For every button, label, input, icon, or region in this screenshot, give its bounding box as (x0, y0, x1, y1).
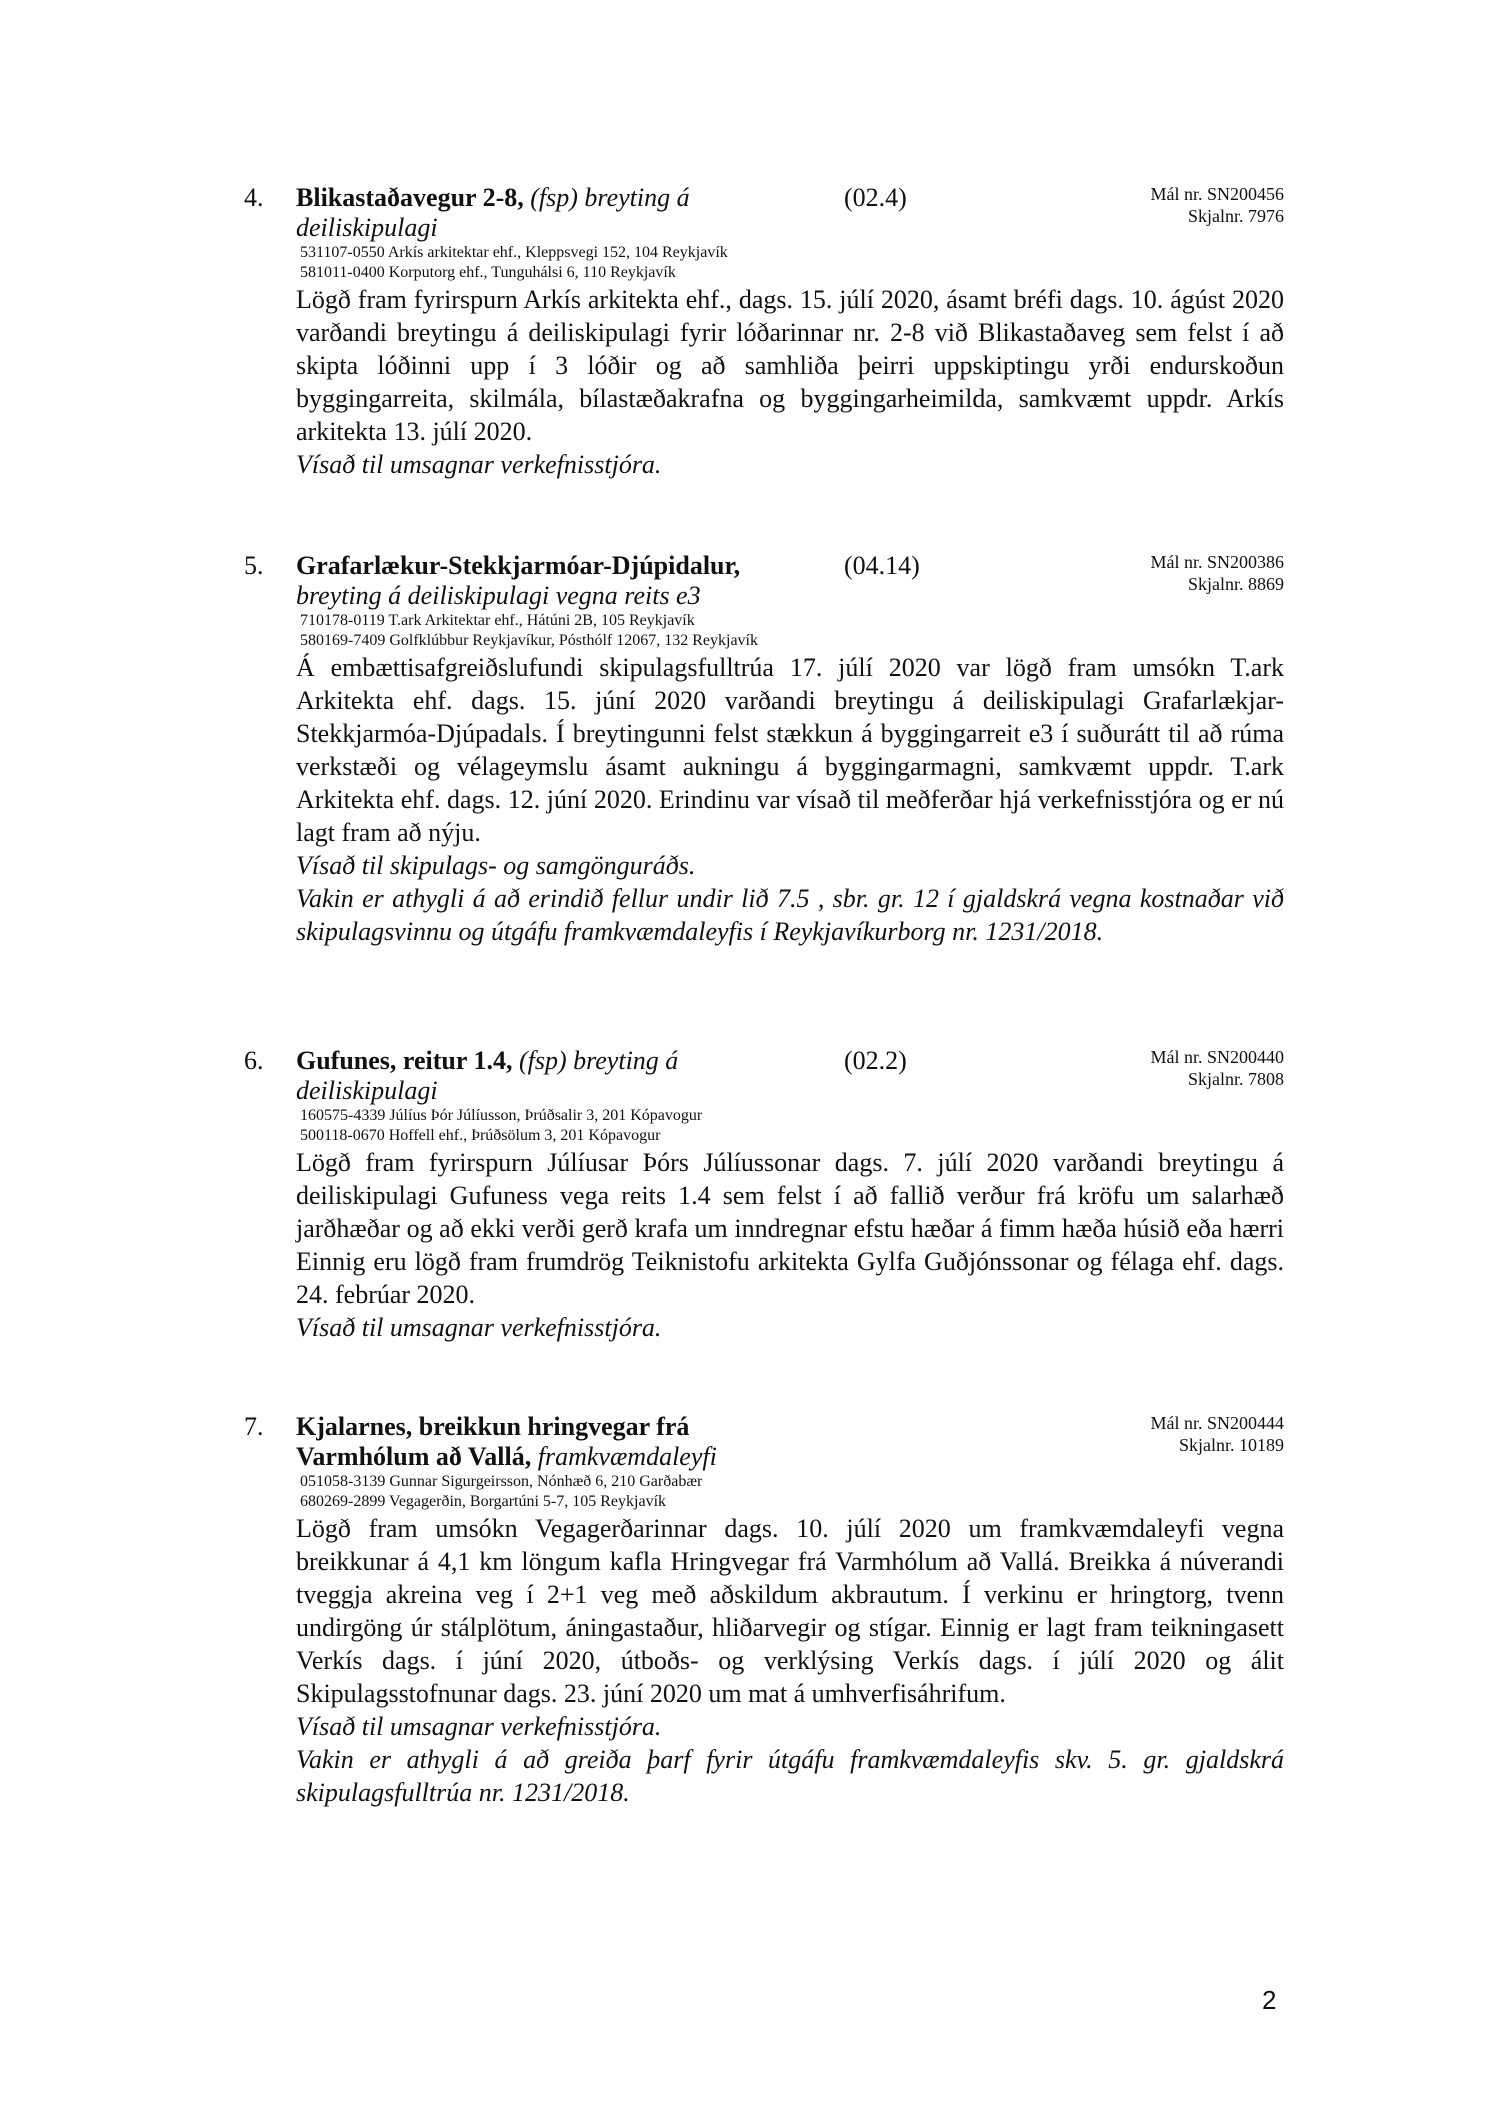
mal-number: Mál nr. SN200386 (1150, 552, 1284, 572)
item-title-italic: (fsp) breyting á deiliskipulagi (296, 183, 690, 242)
skjal-number: Skjalnr. 8869 (1187, 574, 1284, 594)
case-reference (1150, 183, 1284, 227)
case-reference (1150, 551, 1284, 595)
applicant-line: 531107-0550 Arkís arkitektar ehf., Kleppsvegi 152, 104 Reykjavík (300, 244, 728, 261)
page-number: 2 (1262, 1985, 1277, 2015)
item-number: 7. (244, 1412, 264, 1441)
item-note: Vísað til umsagnar verkefnisstjóra. (296, 450, 662, 479)
skjal-number: Skjalnr. 10189 (1178, 1435, 1284, 1455)
agenda-item (244, 1412, 1284, 1809)
applicant-line: 051058-3139 Gunnar Sigurgeirsson, Nónhæð 6, 210 Garðabær (300, 1473, 703, 1490)
agenda-item (244, 183, 1284, 481)
item-number: 5. (244, 551, 264, 580)
item-title-bold: Grafarlækur-Stekkjarmóar-Djúpidalur, (296, 551, 741, 580)
item-note: Vísað til umsagnar verkefnisstjóra. (296, 1712, 662, 1741)
item-code: (02.2) (844, 1046, 907, 1075)
item-title (296, 183, 836, 243)
applicant-line: 581011-0400 Korputorg ehf., Tunguhálsi 6, 110 Reykjavík (300, 264, 676, 281)
item-note: Vísað til umsagnar verkefnisstjóra. (296, 1313, 662, 1342)
agenda-item (244, 1046, 1284, 1344)
case-reference (1150, 1046, 1284, 1090)
skjal-number: Skjalnr. 7808 (1187, 1069, 1284, 1089)
item-title-italic: breyting á deiliskipulagi vegna reits e3 (296, 581, 701, 610)
item-title-italic: framkvæmdaleyfi (537, 1442, 717, 1471)
item-number: 4. (244, 183, 264, 212)
item-description: Lögð fram fyrirspurn Arkís arkitekta ehf., dags. 15. júlí 2020, ásamt bréfi dags. 10. ágúst 2020 varðandi breytingu á deiliskipulagi fyrir lóðarinnar nr. 2-8 við Blikastaðaveg sem felst í að skipta lóðinni upp í 3 lóðir og að samhliða þeirri uppskiptingu yrði endurskoðun byggingarreita, skilmála, bílastæðakrafna og byggingarheimilda, samkvæmt uppdr. Arkís arkitekta 13. júlí 2020. (296, 285, 1284, 446)
applicant-line: 580169-7409 Golfklúbbur Reykjavíkur, Pósthólf 12067, 132 Reykjavík (300, 632, 758, 649)
applicant-line: 710178-0119 T.ark Arkitektar ehf., Hátúni 2B, 105 Reykjavík (300, 612, 695, 629)
item-title-bold: Blikastaðavegur 2-8, (296, 183, 524, 212)
item-title (296, 551, 836, 611)
item-note: Vísað til skipulags- og samgönguráðs. (296, 851, 696, 880)
mal-number: Mál nr. SN200444 (1150, 1413, 1284, 1433)
item-note: Vakin er athygli á að greiða þarf fyrir útgáfu framkvæmdaleyfis skv. 5. gr. gjaldskrá skipulagsfulltrúa nr. 1231/2018. (296, 1745, 1284, 1807)
skjal-number: Skjalnr. 7976 (1187, 206, 1284, 226)
item-title-bold: Gufunes, reitur 1.4, (296, 1046, 513, 1075)
case-reference (1150, 1412, 1284, 1456)
applicant-line: 680269-2899 Vegagerðin, Borgartúni 5-7, 105 Reykjavík (300, 1493, 667, 1510)
item-title-bold: Kjalarnes, breikkun hringvegar frá Varmhólum að Vallá, (296, 1412, 690, 1471)
item-description: Lögð fram umsókn Vegagerðarinnar dags. 10. júlí 2020 um framkvæmdaleyfi vegna breikkunar á 4,1 km löngum kafla Hringvegar frá Varmhólum að Vallá. Breikka á núverandi tveggja akreina veg í 2+1 veg með aðskildum akbrautum. Í verkinu er hringtorg, tvenn undirgöng úr stálplötum, áningastaður, hliðarvegir og stígar. Einnig er lagt fram teikningasett Verkís dags. í júní 2020, útboðs- og verklýsing Verkís dags. í júlí 2020 og álit Skipulagsstofnunar dags. 23. júní 2020 um mat á umhverfisáhrifum. (296, 1514, 1284, 1708)
item-code: (04.14) (844, 551, 920, 580)
applicant-line: 500118-0670 Hoffell ehf., Þrúðsölum 3, 201 Kópavogur (300, 1127, 661, 1144)
item-title (296, 1412, 756, 1472)
item-number: 6. (244, 1046, 264, 1075)
agenda-item (244, 551, 1284, 948)
item-title-italic: (fsp) breyting á deiliskipulagi (296, 1046, 679, 1105)
item-title (296, 1046, 726, 1106)
mal-number: Mál nr. SN200456 (1150, 184, 1284, 204)
applicant-line: 160575-4339 Júlíus Þór Júlíusson, Þrúðsalir 3, 201 Kópavogur (300, 1107, 703, 1124)
item-description: Á embættisafgreiðslufundi skipulagsfulltrúa 17. júlí 2020 var lögð fram umsókn T.ark Arkitekta ehf. dags. 15. júní 2020 varðandi breytingu á deiliskipulagi Grafarlækjar-Stekkjarmóa-Djúpadals. Í breytingunni felst stækkun á byggingarreit e3 í suðurátt til að rúma verkstæði og vélageymslu ásamt aukningu á byggingarmagni, samkvæmt uppdr. T.ark Arkitekta ehf. dags. 12. júní 2020. Erindinu var vísað til meðferðar hjá verkefnisstjóra og er nú lagt fram að nýju. (296, 653, 1284, 847)
item-code: (02.4) (844, 183, 907, 212)
item-note: Vakin er athygli á að erindið fellur undir lið 7.5 , sbr. gr. 12 í gjaldskrá vegna kostnaðar við skipulagsvinnu og útgáfu framkvæmdaleyfis í Reykjavíkurborg nr. 1231/2018. (296, 884, 1284, 946)
mal-number: Mál nr. SN200440 (1150, 1047, 1284, 1067)
item-description: Lögð fram fyrirspurn Júlíusar Þórs Júlíussonar dags. 7. júlí 2020 varðandi breytingu á deiliskipulagi Gufuness vega reits 1.4 sem felst í að fallið verður frá kröfu um salarhæð jarðhæðar og að ekki verði gerð krafa um inndregnar efstu hæðar á fimm hæða húsið eða hærri Einnig eru lögð fram frumdrög Teiknistofu arkitekta Gylfa Guðjónssonar og félaga ehf. dags. 24. febrúar 2020. (296, 1148, 1284, 1309)
